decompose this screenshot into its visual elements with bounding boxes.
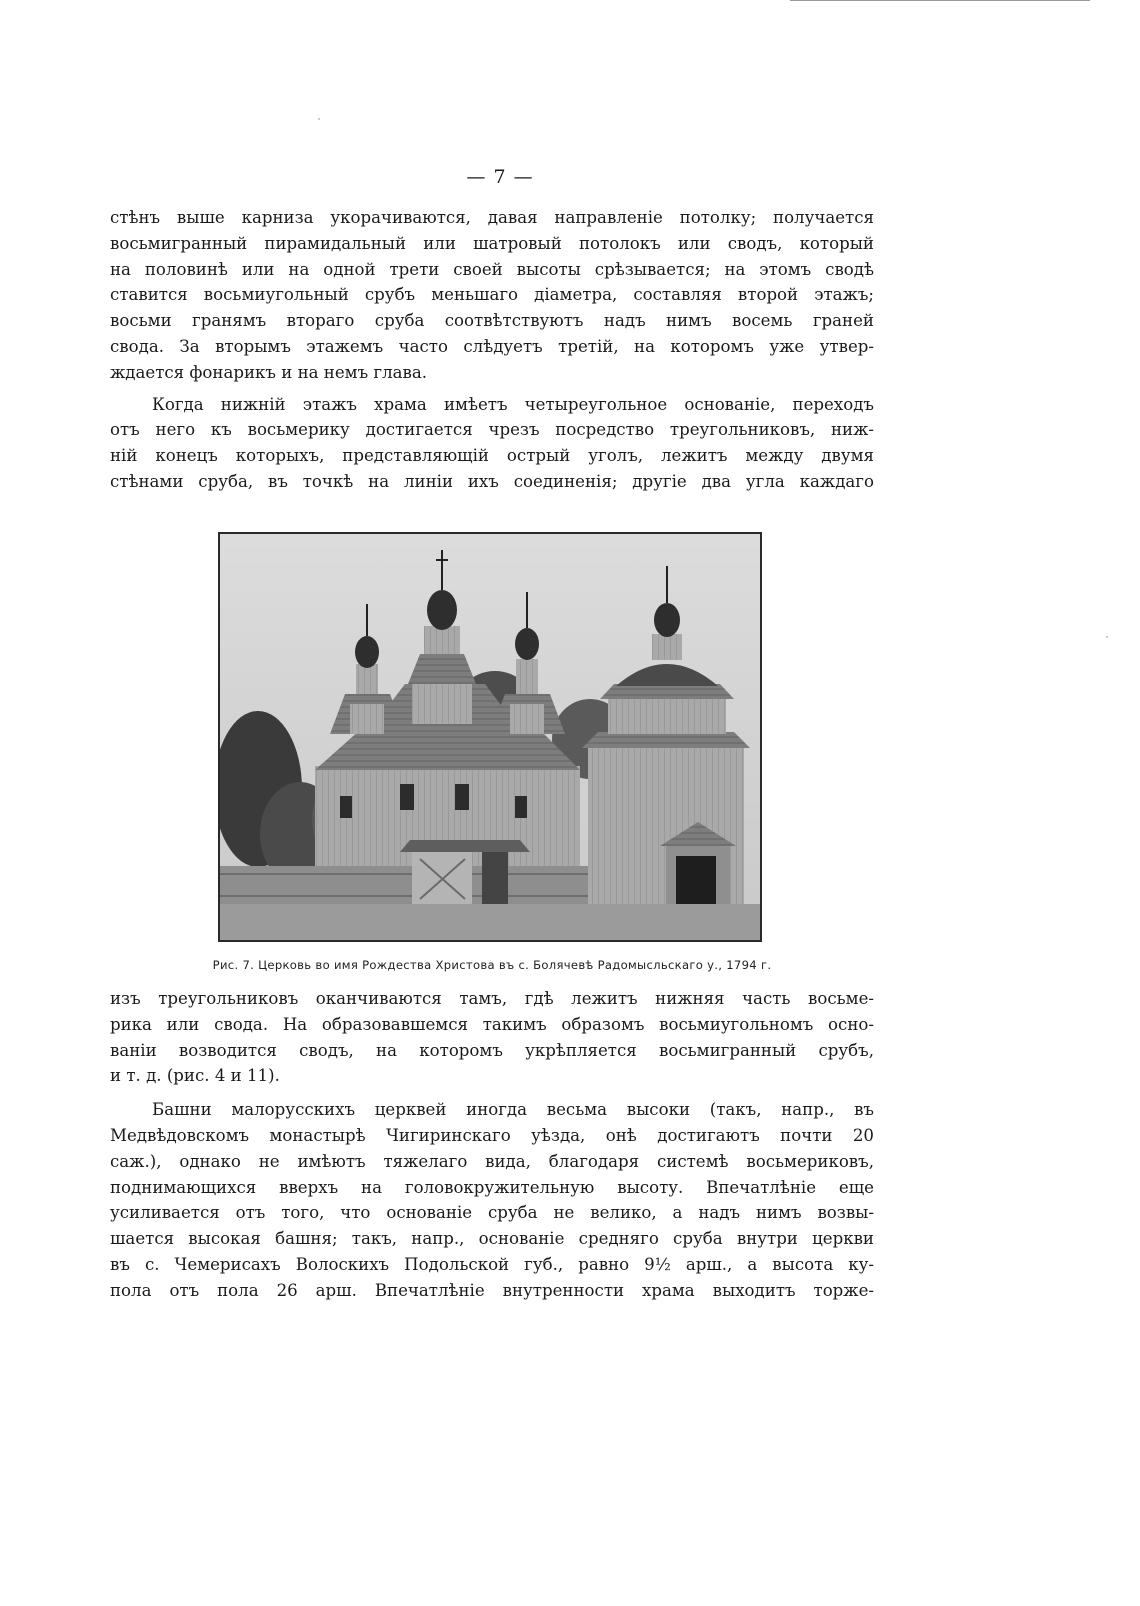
fence (220, 866, 600, 904)
text-line: и т. д. (рис. 4 и 11). (110, 1066, 280, 1086)
figure-caption: Рис. 7. Церковь во имя Рождества Христова въ с. Болячевѣ Радомысльскаго у., 1794 г. (212, 958, 772, 972)
text-line: усиливается отъ того, что основаніе сруба не велико, а надъ нимъ возвы- (110, 1203, 874, 1223)
text-line: на половинѣ или на одной трети своей высоты срѣзывается; на этомъ сводѣ (110, 259, 874, 279)
text-line: свода. За вторымъ этажемъ часто слѣдуетъ третій, на которомъ уже утвер- (110, 336, 874, 356)
text-line: Когда нижній этажъ храма имѣетъ четыреугольное основаніе, переходъ (152, 394, 874, 414)
page-number: — 7 — (466, 166, 534, 188)
text-block-top (110, 205, 874, 495)
text-line: отъ него къ восьмерику достигается чрезъ посредство треугольниковъ, ниж- (110, 420, 874, 440)
text-line: пола отъ пола 26 арш. Впечатлѣніе внутренности храма выходитъ торже- (110, 1280, 874, 1300)
church-illustration (220, 534, 760, 940)
text-line: восьмигранный пирамидальный или шатровый потолокъ или сводъ, который (110, 233, 874, 253)
text-line: шается высокая башня; такъ, напр., основаніе средняго сруба внутри церкви (110, 1229, 874, 1249)
paragraph (110, 205, 874, 386)
paper-speck (318, 118, 320, 120)
text-line: ждается фонарикъ и на немъ глава. (110, 362, 428, 382)
text-block-bottom (110, 986, 874, 1304)
text-line: ній конецъ которыхъ, представляющій острый уголъ, лежитъ между двумя (110, 446, 874, 466)
text-line: саж.), однако не имѣютъ тяжелаго вида, благодаря системѣ восьмериковъ, (110, 1151, 874, 1171)
text-line: восьми гранямъ втораго сруба соотвѣтствуютъ надъ нимъ восемь граней (110, 311, 874, 331)
church-photograph (218, 532, 762, 942)
ground (220, 904, 760, 940)
paragraph (110, 1097, 874, 1303)
text-line: поднимающихся вверхъ на головокружительную высоту. Впечатлѣніе еще (110, 1177, 874, 1197)
text-line: Медвѣдовскомъ монастырѣ Чигиринскаго уѣзда, онѣ достигаютъ почти 20 (110, 1125, 874, 1145)
top-edge-rule (790, 0, 1090, 1)
text-line: Башни малорусскихъ церквей иногда весьма высоки (такъ, напр., въ (152, 1100, 874, 1120)
paragraph (110, 392, 874, 495)
text-line: ставится восьмиугольный срубъ меньшаго діаметра, составляя второй этажъ; (110, 285, 874, 305)
text-line: въ с. Чемерисахъ Волоскихъ Подольской губ., равно 9½ арш., а высота ку- (110, 1254, 874, 1274)
paragraph (110, 986, 874, 1089)
text-line: стѣнами сруба, въ точкѣ на линіи ихъ соединенія; другіе два угла каждаго (110, 471, 874, 491)
text-line: стѣнъ выше карниза укорачиваются, давая направленіе потолку; получается (110, 208, 874, 227)
text-line: рика или свода. На образовавшемся такимъ образомъ восьмиугольномъ осно- (110, 1014, 874, 1034)
paper-speck (1106, 636, 1108, 638)
text-line: изъ треугольниковъ оканчиваются тамъ, гдѣ лежитъ нижняя часть восьме- (110, 989, 874, 1008)
text-line: ваніи возводится сводъ, на которомъ укрѣпляется восьмигранный срубъ, (110, 1040, 874, 1060)
